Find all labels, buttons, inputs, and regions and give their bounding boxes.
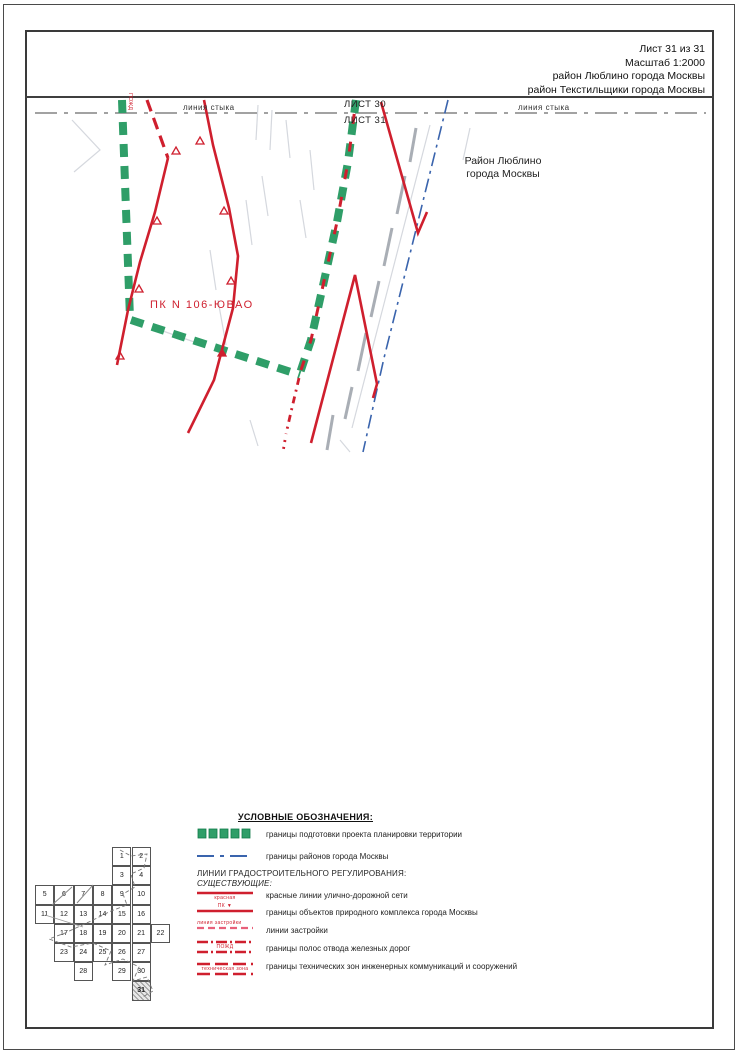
pk-boundary-markers: [116, 137, 235, 359]
sheet-cell-22: 22: [151, 924, 170, 943]
sheet-cell-7: 7: [74, 885, 93, 904]
sheet-cell-3: 3: [112, 866, 131, 885]
sheet-index-grid: [35, 847, 175, 1002]
sheet-cell-20: 20: [112, 924, 131, 943]
junction-label-right: линия стыка: [518, 103, 570, 112]
pk-106-label: ПК N 106-ЮВАО: [150, 299, 254, 311]
district-boundary-line: [363, 100, 448, 452]
sheet-cell-9: 9: [112, 885, 131, 904]
legend-section-existing: СУЩЕСТВУЮЩИЕ:: [197, 879, 273, 888]
technical-zone-overlay: [283, 100, 356, 452]
map-canvas: [25, 97, 714, 470]
junction-label-left: линия стыка: [183, 103, 235, 112]
legend-label-district-boundary: границы районов города Москвы: [266, 852, 389, 861]
legend-symbol-technical-zone: техническая зона: [201, 966, 249, 972]
sheet-cell-2: 2: [132, 847, 151, 866]
district-1: район Люблино города Москвы: [552, 70, 705, 82]
sheet-cell-26: 26: [112, 943, 131, 962]
red-lines: [117, 100, 427, 443]
sheet-number: Лист 31 из 31: [639, 43, 705, 55]
sheet-header: [528, 43, 705, 97]
district-2: район Текстильщики города Москвы: [527, 83, 705, 96]
legend-title: УСЛОВНЫЕ ОБОЗНАЧЕНИЯ:: [238, 812, 373, 822]
legend-section-regulation: ЛИНИИ ГРАДОСТРОИТЕЛЬНОГО РЕГУЛИРОВАНИЯ:: [197, 869, 407, 878]
sheet-cell-27: 27: [132, 943, 151, 962]
sheet-cell-5: 5: [35, 885, 54, 904]
legend-label-red-lines: красные линии улично-дорожной сети: [266, 891, 408, 900]
legend-label-project-boundary: границы подготовки проекта планировки территории: [266, 830, 463, 839]
sheet-cell-29: 29: [112, 962, 131, 981]
sheet-cell-13: 13: [74, 905, 93, 924]
sheet-cell-15: 15: [112, 905, 131, 924]
sheet-cell-30: 30: [132, 962, 151, 981]
sheet-cell-21: 21: [132, 924, 151, 943]
sheet-cell-16: 16: [132, 905, 151, 924]
sheet-30-label: ЛИСТ 30: [344, 99, 387, 110]
sheet-cell-8: 8: [93, 885, 112, 904]
legend-label-technical-zone: границы технических зон инженерных коммуникаций и сооружений: [266, 962, 518, 971]
legend-symbol-project-boundary: [197, 828, 253, 840]
sheet-cell-28: 28: [74, 962, 93, 981]
sheet-cell-14: 14: [93, 905, 112, 924]
sheet-cell-18: 18: [74, 924, 93, 943]
sheet-31-label: ЛИСТ 31: [344, 115, 387, 126]
sheet-cell-23: 23: [54, 943, 73, 962]
sheet-cell-17: 17: [54, 924, 73, 943]
sheet-cell-12: 12: [54, 905, 73, 924]
legend-symbol-railway-strip: ПОЖД: [216, 944, 234, 950]
sheet-cell-6: 6: [54, 885, 73, 904]
sheet-cell-31: 31: [132, 981, 151, 1000]
legend-label-railway-strip: границы полос отвода железных дорог: [266, 944, 411, 953]
legend-symbol-pk-boundary: ПК ▼: [217, 903, 233, 909]
project-boundary-lines: [122, 100, 356, 376]
sheet-cell-10: 10: [132, 885, 151, 904]
sheet-cell-24: 24: [74, 943, 93, 962]
legend-symbol-district-boundary: [197, 853, 253, 859]
district-lyublino-label: Район Люблино города Москвы: [464, 155, 542, 180]
legend-symbol-building-line: линия застройки: [197, 920, 242, 926]
rail-small-label: ПОЖД: [127, 93, 133, 110]
sheet-cell-1: 1: [112, 847, 131, 866]
scale: Масштаб 1:2000: [625, 56, 705, 69]
legend-label-building-line: линии застройки: [266, 926, 328, 935]
sheet-cell-4: 4: [132, 866, 151, 885]
sheet-cell-25: 25: [93, 943, 112, 962]
sheet-cell-11: 11: [35, 905, 54, 924]
sheet-cell-19: 19: [93, 924, 112, 943]
legend-symbol-red-lines: красная: [214, 895, 236, 901]
legend-label-pk-boundary: границы объектов природного комплекса города Москвы: [266, 908, 478, 917]
